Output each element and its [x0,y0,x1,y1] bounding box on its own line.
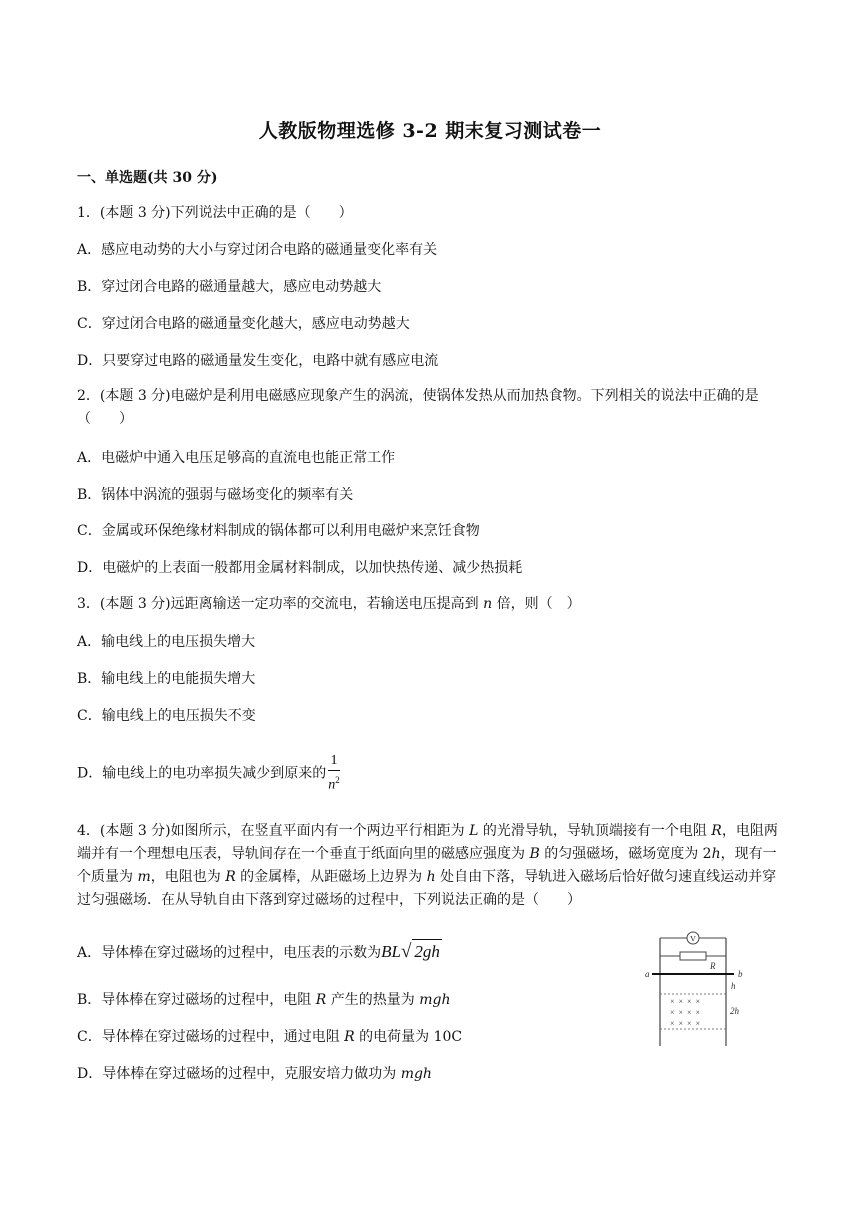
q4-option-c-text: 的电荷量为 10C [354,1029,463,1045]
page-title: 人教版物理选修 3-2 期末复习测试卷一 [258,120,602,142]
fraction-denominator [328,771,340,795]
fraction-den-var: n [328,777,336,793]
formula-bl-sqrt-2gh [381,942,442,961]
q4-stem-part: 的匀强磁场，磁场宽度为 2 [539,846,712,862]
q3-option-b: B．输电线上的电能损失增大 [77,671,256,687]
q3-option-a: A．输电线上的电压损失增大 [77,634,256,650]
q3-stem-text: 3．(本题 3 分)远距离输送一定功率的交流电，若输送电压提高到 [77,596,484,612]
q4-var-m: m [137,869,151,885]
section-heading: 一、单选题(共 30 分) [77,170,218,186]
q3-option-c: C．输电线上的电压损失不变 [77,708,256,724]
q4-option-a [77,939,442,965]
magnetic-field-marks: × × × × [670,1019,702,1028]
sqrt-icon: √ [400,941,412,962]
q4-stem [77,820,783,912]
q4-option-b [77,990,450,1010]
q2-option-d: D．电磁炉的上表面一般都用金属材料制成，以加快热传递、减少热损耗 [77,560,523,576]
formula-radicand: 2gh [412,939,442,964]
q1-option-c: C．穿过闭合电路的磁通量变化越大，感应电动势越大 [77,316,410,332]
q1-option-a: A．感应电动势的大小与穿过闭合电路的磁通量变化率有关 [77,242,438,258]
q4-value-mgh: mgh [419,992,451,1008]
q4-option-a-text: A．导体棒在穿过磁场的过程中，电压表的示数为 [77,945,382,961]
q3-var-n: n [483,596,493,612]
q2-option-b: B．锅体中涡流的强弱与磁场变化的频率有关 [77,487,354,503]
q4-option-b-text: B．导体棒在穿过磁场的过程中，电阻 [77,992,316,1008]
q4-stem-part: ，电阻两端并有一个理想电压表，导轨间存在一个垂直于纸面向里的磁感应强度为 [77,823,778,862]
q3-option-d-text: D．输电线上的电功率损失减少到原来的 [77,765,327,782]
q4-var-R: R [344,1029,355,1045]
q4-var-L: L [469,823,479,839]
rail-circuit-figure [640,928,752,1050]
q4-value-mgh: mgh [400,1066,432,1082]
formula-bl: BL [381,942,401,961]
magnetic-field-marks: × × × × [670,997,702,1006]
rod-end-a-label: a [645,969,650,979]
q2-option-c: C．金属或环保绝缘材料制成的锅体都可以利用电磁炉来烹饪食物 [77,523,480,539]
q4-option-b-text: 产生的热量为 [326,992,420,1008]
fraction-one-over-n-squared [328,752,340,795]
rod-end-b-label: b [738,969,743,979]
field-width-2h-label: 2h [730,1006,739,1016]
q3-option-d [77,752,340,795]
q4-var-R: R [315,992,327,1008]
q2-stem: 2．(本题 3 分)电磁炉是利用电磁感应现象产生的涡流，使锅体发热从而加热食物。下列相关的说法中正确的是（ ） [77,388,759,427]
fraction-den-exponent: 2 [335,775,340,785]
q4-var-B: B [529,846,540,862]
q4-stem-part: ，电阻也为 [150,869,226,885]
q3-stem [77,594,581,614]
q4-stem-part: 处自由下落，导轨进入磁场后恰好做匀速直线运动并穿过匀强磁场．在从导轨自由下落到穿过磁场的过程中，下列说法正确的是（ ） [77,869,777,908]
resistor-icon [680,952,706,960]
q4-var-R: R [225,869,236,885]
q4-option-d-text: D．导体棒在穿过磁场的过程中，克服安培力做功为 [77,1066,401,1082]
q4-stem-part: 的金属棒，从距磁场上边界为 [235,869,427,885]
q4-option-c [77,1027,462,1047]
fraction-numerator: 1 [328,752,340,771]
q4-stem-part: 的光滑导轨，导轨顶端接有一个电阻 [478,823,712,839]
q1-option-b: B．穿过闭合电路的磁通量越大，感应电动势越大 [77,279,382,295]
q4-stem-part: 4．(本题 3 分)如图所示，在竖直平面内有一个两边平行相距为 [77,823,470,839]
q2-option-a: A．电磁炉中通入电压足够高的直流电也能正常工作 [77,450,396,466]
q4-stem-part: ，现有一个质量为 [77,846,777,885]
voltmeter-label: V [690,934,696,944]
q1-stem: 1．(本题 3 分)下列说法中正确的是（ ） [77,205,353,221]
q4-var-h: h [711,846,721,862]
q1-option-d: D．只要穿过电路的磁通量发生变化，电路中就有感应电流 [77,353,439,369]
q4-var-h: h [426,869,436,885]
magnetic-field-marks: × × × × [670,1008,702,1017]
q4-option-d [77,1064,432,1084]
q4-var-R: R [711,823,722,839]
gap-h-label: h [731,981,736,991]
q4-option-c-text: C．导体棒在穿过磁场的过程中，通过电阻 [77,1029,345,1045]
resistor-label: R [710,961,716,971]
q3-stem-tail: 倍，则（ ） [492,596,581,612]
